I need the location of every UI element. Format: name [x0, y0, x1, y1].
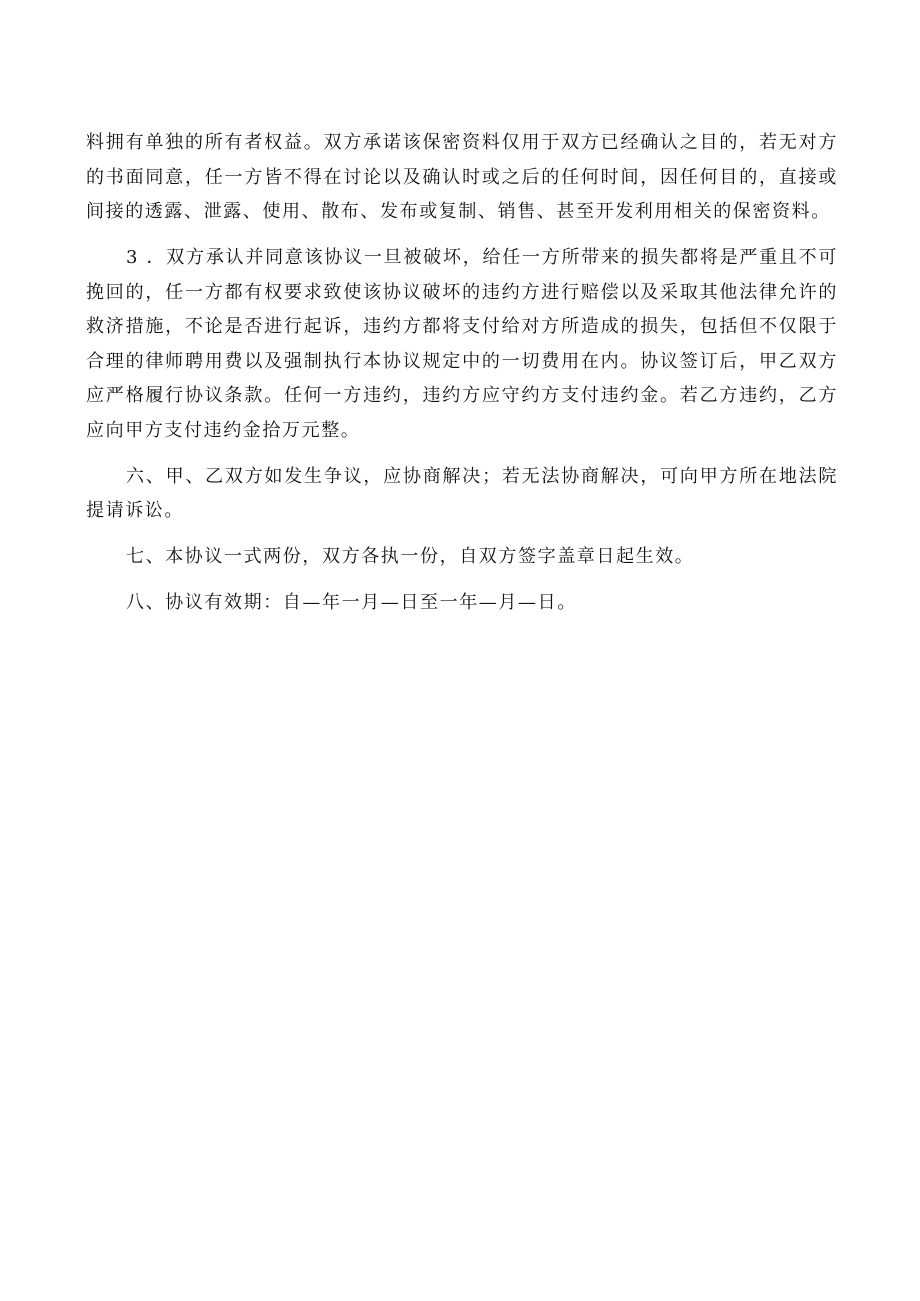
- document-body: [86, 126, 838, 632]
- paragraph-clause-8: 八、协议有效期：自—年一月—日至一年—月—日。: [126, 592, 577, 613]
- paragraph-clause-6: 六、甲、乙双方如发生争议，应协商解决；若无法协商解决，可向甲方所在地法院提请诉讼。: [86, 465, 838, 521]
- paragraph-clause-7: 七、本协议一式两份，双方各执一份，自双方签字盖章日起生效。: [126, 546, 695, 567]
- paragraph-continuation: 料拥有单独的所有者权益。双方承诺该保密资料仅用于双方已经确认之目的，若无对方的书面同意，任一方皆不得在讨论以及确认时或之后的任何时间，因任何目的，直接或间接的透露、泄露、使用、散布、发布或复制、销售、甚至开发利用相关的保密资料。: [86, 132, 838, 222]
- paragraph-clause-3: 3 ．双方承认并同意该协议一旦被破坏，给任一方所带来的损失都将是严重且不可挽回的，任一方都有权要求致使该协议破坏的违约方进行赔偿以及采取其他法律允许的救济措施，不论是否进行起诉，违约方都将支付给对方所造成的损失，包括但不仅限于合理的律师聘用费以及强制执行本协议规定中的一切费用在内。协议签订后，甲乙双方应严格履行协议条款。任何一方违约，违约方应守约方支付违约金。若乙方违约，乙方应向甲方支付违约金拾万元整。: [86, 247, 838, 441]
